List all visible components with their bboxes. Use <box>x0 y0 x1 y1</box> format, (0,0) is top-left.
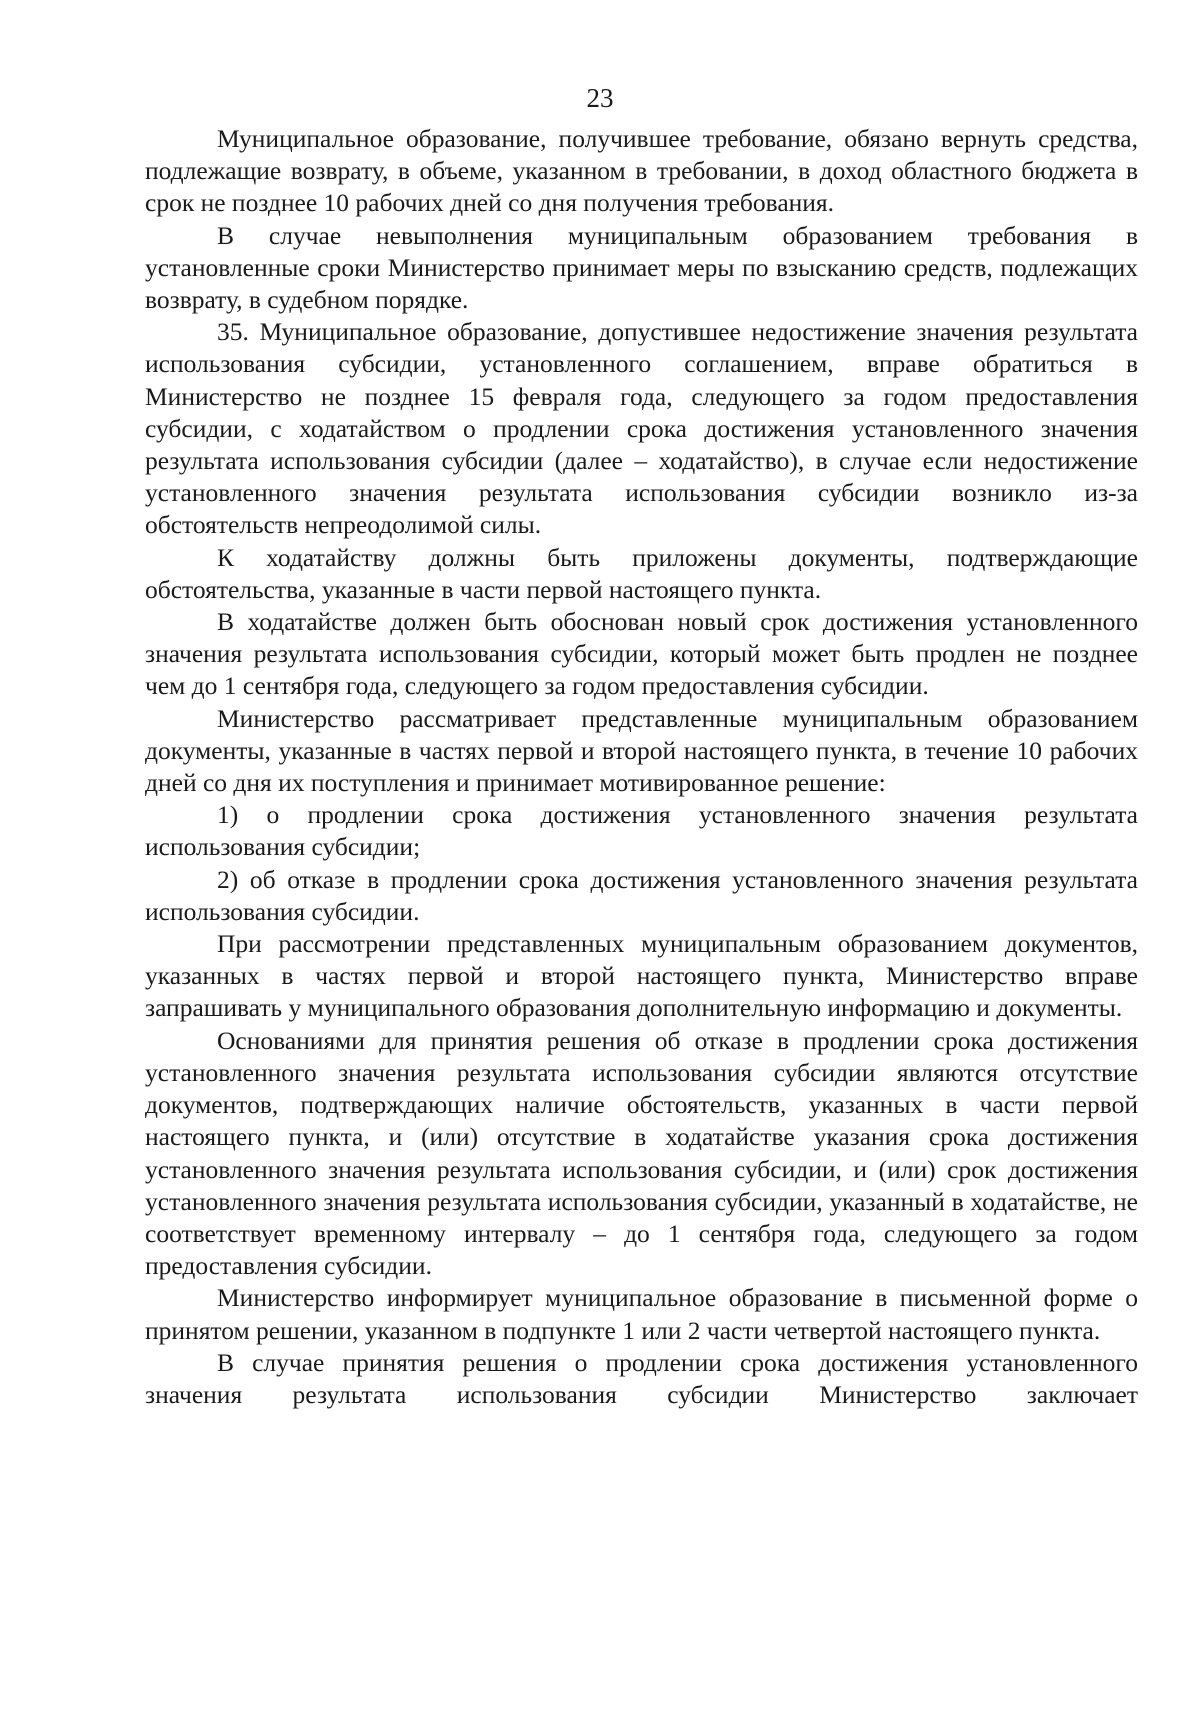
paragraph: При рассмотрении представленных муниципальным образованием документов, указанных в частях первой и второй настоящего пункта, Министерство вправе запрашивать у муниципального образования дополнительную информацию и документы. <box>145 929 1138 1023</box>
paragraph: Муниципальное образование, получившее требование, обязано вернуть средства, подлежащие возврату, в объеме, указанном в требовании, в доход областного бюджета в срок не позднее 10 рабочих дней со дня получения требования. <box>145 124 1138 218</box>
paragraph: Основаниями для принятия решения об отказе в продлении срока достижения установленного значения результата использования субсидии являются отсутствие документов, подтверждающих наличие обстоятельств, указанных в части первой настоящего пункта, и (или) отсутствие в ходатайстве указания срока достижения установленного значения результата использования субсидии, и (или) срок достижения установленного значения результата использования субсидии, указанный в ходатайстве, не соответствует временному интервалу – до 1 сентября года, следующего за годом предоставления субсидии. <box>145 1025 1138 1281</box>
document-body <box>145 123 1138 1411</box>
paragraph: В случае невыполнения муниципальным образованием требования в установленные сроки Министерство принимает меры по взысканию средств, подлежащих возврату, в судебном порядке. <box>145 220 1138 315</box>
page-number: 23 <box>586 83 614 113</box>
paragraph: 2) об отказе в продлении срока достижения установленного значения результата использования субсидии. <box>145 864 1138 926</box>
paragraph: В ходатайстве должен быть обоснован новый срок достижения установленного значения результата использования субсидии, который может быть продлен не позднее чем до 1 сентября года, следующего за годом предоставления субсидии. <box>145 607 1138 701</box>
paragraph: 35. Муниципальное образование, допустившее недостижение значения результата использования субсидии, установленного соглашением, вправе обратиться в Министерство не позднее 15 февраля года, следующего за годом предоставления субсидии, с ходатайством о продлении срока достижения установленного значения результата использования субсидии (далее – ходатайство), в случае если недостижение установленного значения результата использования субсидии возникло из-за обстоятельств непреодолимой силы. <box>145 317 1138 540</box>
paragraph: К ходатайству должны быть приложены документы, подтверждающие обстоятельства, указанные в части первой настоящего пункта. <box>145 542 1138 604</box>
paragraph: Министерство рассматривает представленные муниципальным образованием документы, указанные в частях первой и второй настоящего пункта, в течение 10 рабочих дней со дня их поступления и принимает мотивированное решение: <box>145 703 1138 798</box>
paragraph: 1) о продлении срока достижения установленного значения результата использования субсидии; <box>145 800 1138 862</box>
paragraph: В случае принятия решения о продлении срока достижения установленного значения результата использования субсидии Министерство заключает <box>145 1347 1138 1409</box>
paragraph: Министерство информирует муниципальное образование в письменной форме о принятом решении, указанном в подпункте 1 или 2 части четвертой настоящего пункта. <box>145 1283 1138 1345</box>
